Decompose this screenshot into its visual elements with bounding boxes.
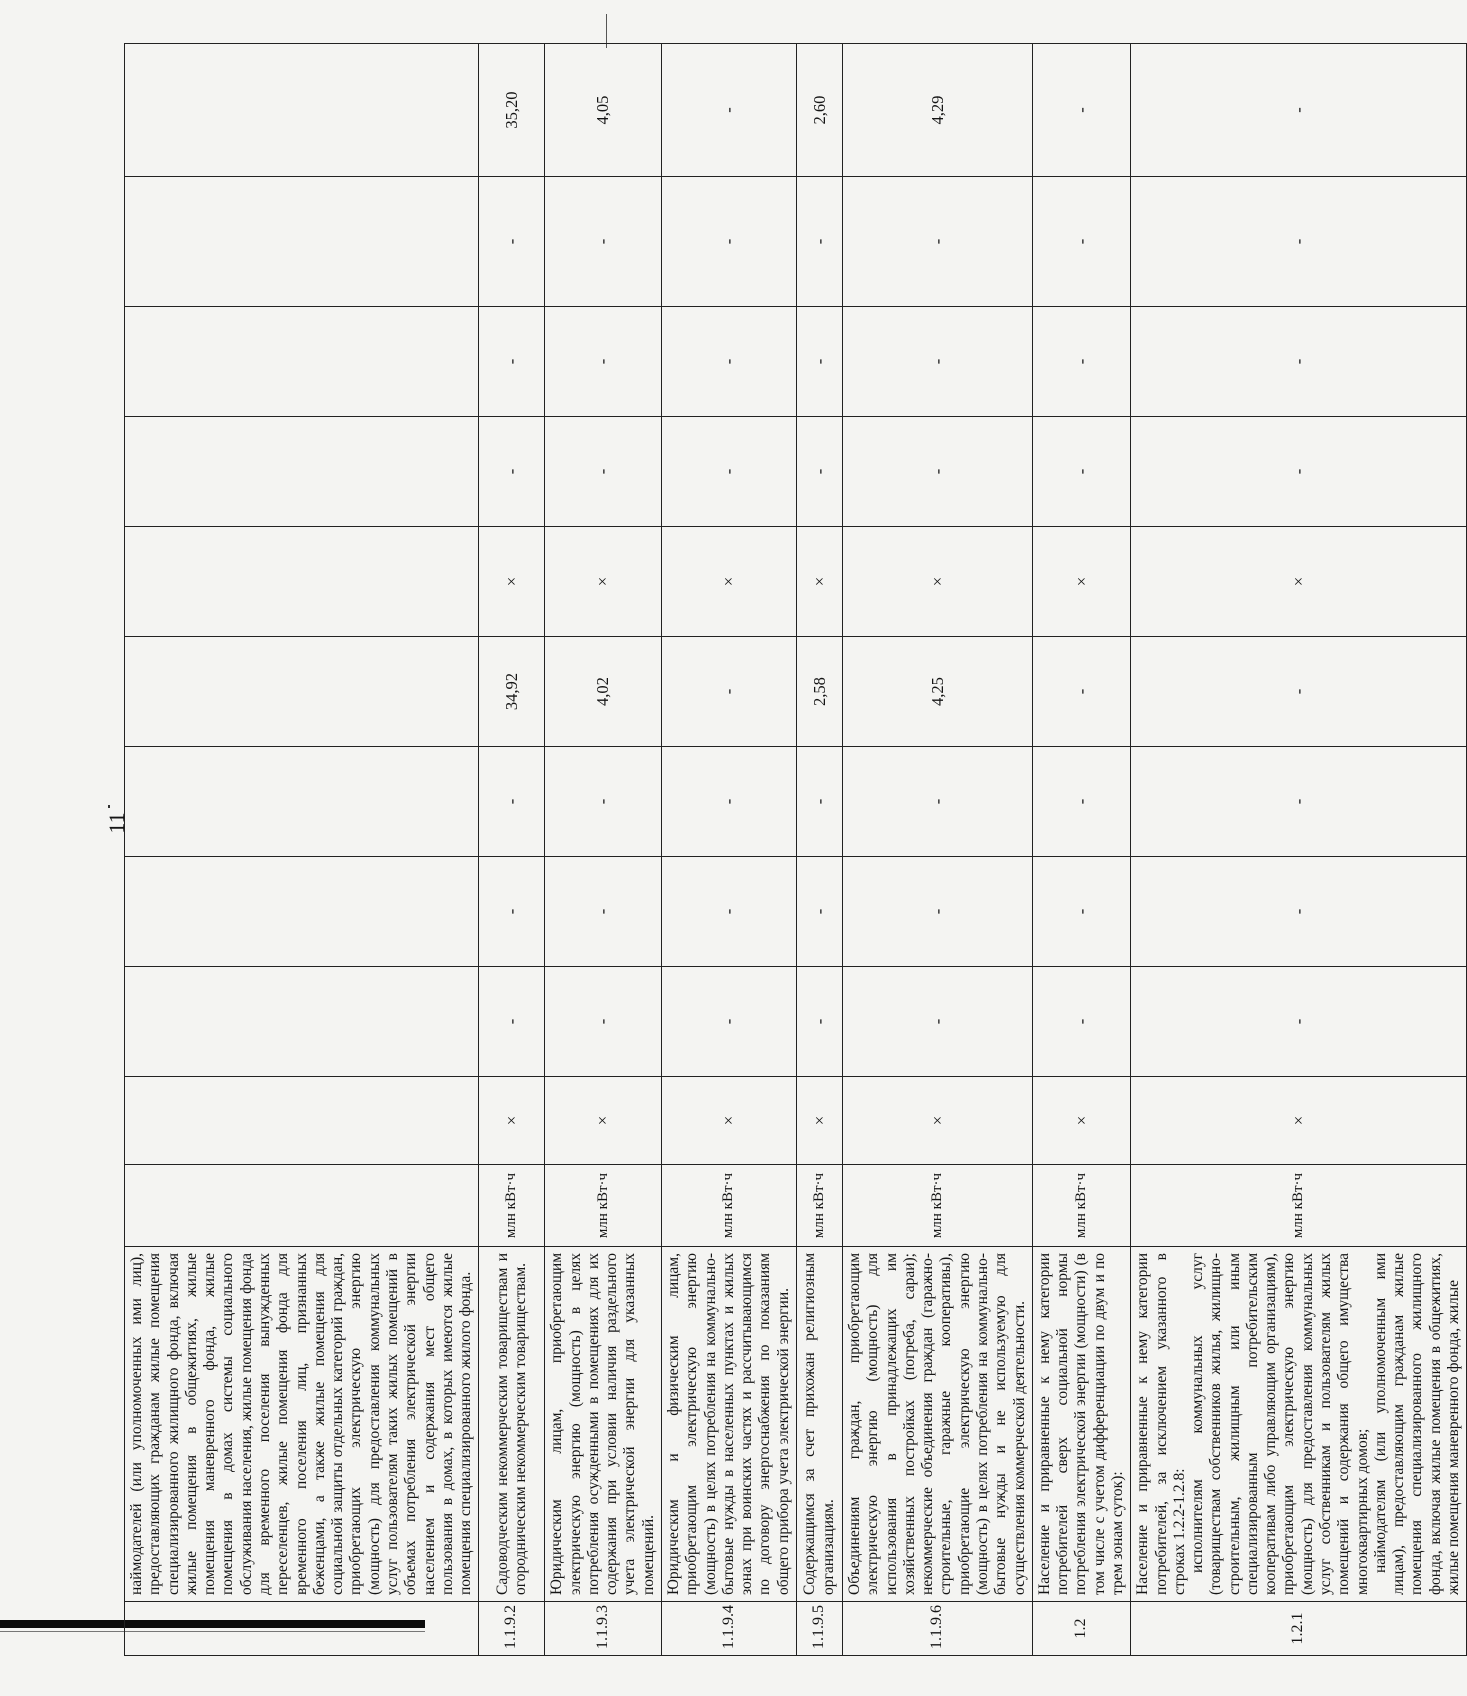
- row-code: 1.1.9.5: [797, 1602, 843, 1656]
- row-value: ×: [1032, 1077, 1130, 1165]
- row-value: -: [662, 417, 797, 527]
- row-unit: [125, 1165, 479, 1247]
- row-value: -: [797, 857, 843, 967]
- row-value: ×: [662, 1077, 797, 1165]
- row-value: -: [479, 177, 545, 307]
- row-value: -: [479, 417, 545, 527]
- row-value: 4,25: [843, 637, 1033, 747]
- row-description: [1131, 1247, 1467, 1602]
- row-value: -: [479, 307, 545, 417]
- row-value: -: [545, 417, 662, 527]
- row-description: [125, 1247, 479, 1602]
- row-description-paragraph: Юридическим и физическим лицам, приобретающим электрическую энергию (мощность) в целях потребления на коммунально-бытовые нужды в населенных пунктах и жилых зонах при воинских частях и рассчитывающимся по договору энергоснабжения по показаниям общего прибора учета электрической энергии.: [665, 1253, 792, 1595]
- row-value: 35,20: [479, 44, 545, 177]
- row-value: -: [662, 857, 797, 967]
- row-value: ×: [545, 1077, 662, 1165]
- row-value: [125, 857, 479, 967]
- row-value: -: [479, 967, 545, 1077]
- row-value: -: [1032, 307, 1130, 417]
- row-description-paragraph: Юридическим лицам, приобретающим электрическую энергию (мощность) в целях потребления осужденными в помещениях для их содержания при условии наличия раздельного учета электрической энергии для указанных помещений.: [548, 1253, 657, 1595]
- row-value: 4,29: [843, 44, 1033, 177]
- row-value: [125, 527, 479, 637]
- row-unit: млн кВт·ч: [1032, 1165, 1130, 1247]
- row-value: -: [797, 417, 843, 527]
- row-value: [125, 967, 479, 1077]
- row-code: 1.2: [1032, 1602, 1130, 1656]
- row-value: -: [662, 177, 797, 307]
- row-value: ×: [1032, 527, 1130, 637]
- table-body: [125, 44, 1467, 1656]
- row-code: [125, 1602, 479, 1656]
- table-row: [1131, 44, 1467, 1656]
- row-value: ×: [1131, 527, 1467, 637]
- row-value: -: [479, 857, 545, 967]
- table-row: [662, 44, 797, 1656]
- row-description-paragraph: Население и приравненные к нему категории потребителей, за исключением указанного в строках 1.2.2-1.2.8:: [1134, 1253, 1188, 1595]
- row-value: 4,05: [545, 44, 662, 177]
- row-description: [479, 1247, 545, 1602]
- table-row: [545, 44, 662, 1656]
- row-value: -: [662, 307, 797, 417]
- row-value: -: [843, 417, 1033, 527]
- row-description: [662, 1247, 797, 1602]
- row-unit: млн кВт·ч: [843, 1165, 1033, 1247]
- row-value: -: [797, 747, 843, 857]
- row-value: -: [662, 747, 797, 857]
- row-value: -: [843, 747, 1033, 857]
- row-value: ×: [797, 1077, 843, 1165]
- row-value: -: [1032, 417, 1130, 527]
- row-unit: млн кВт·ч: [1131, 1165, 1467, 1247]
- row-value: -: [545, 967, 662, 1077]
- tariff-table: [124, 43, 1467, 1656]
- row-value: -: [662, 44, 797, 177]
- row-unit: млн кВт·ч: [797, 1165, 843, 1247]
- row-value: [125, 177, 479, 307]
- row-value: -: [843, 177, 1033, 307]
- row-value: [125, 44, 479, 177]
- row-description: [843, 1247, 1033, 1602]
- row-value: -: [797, 307, 843, 417]
- row-description-paragraph: Объединениям граждан, приобретающим электрическую энергию (мощность) для использования в принадлежащих им хозяйственных постройках (погреба, сараи); некоммерческие объединения граждан (гаражно-строительные, гаражные кооперативы), приобретающие электрическую энергию (мощность) в целях потребления на коммунально-бытовые нужды и не используемую для осуществления коммерческой деятельности.: [846, 1253, 1028, 1595]
- table-row: [479, 44, 545, 1656]
- row-value: [125, 417, 479, 527]
- row-value: -: [797, 967, 843, 1077]
- row-value: [125, 307, 479, 417]
- row-value: ×: [1131, 1077, 1467, 1165]
- row-value: -: [479, 747, 545, 857]
- row-value: ×: [479, 1077, 545, 1165]
- row-value: -: [1131, 857, 1467, 967]
- row-description: [1032, 1247, 1130, 1602]
- row-value: -: [662, 637, 797, 747]
- row-value: -: [1131, 967, 1467, 1077]
- rotated-document: [124, 44, 1462, 1656]
- row-unit: млн кВт·ч: [662, 1165, 797, 1247]
- row-value: [125, 747, 479, 857]
- row-value: -: [1032, 44, 1130, 177]
- row-description-paragraph: Население и приравненные к нему категории потребителей сверх социальной нормы потребления электрической энергии (мощности) (в том числе с учетом дифференциации по двум и по трем зонам суток):: [1035, 1253, 1126, 1595]
- row-value: -: [1131, 417, 1467, 527]
- row-value: -: [1131, 307, 1467, 417]
- row-value: -: [545, 177, 662, 307]
- row-value: ×: [797, 527, 843, 637]
- row-value: 4,02: [545, 637, 662, 747]
- row-value: -: [662, 967, 797, 1077]
- row-description-paragraph: наймодателей (или уполномоченных ими лиц), предоставляющих гражданам жилые помещения специализированного жилищного фонда, включая жилые помещения в общежитиях, жилые помещения маневренного фонда, жилые помещения в домах системы социального обслуживания населения, жилые помещения фонда для временного поселения вынужденных переселенцев, жилые помещения фонда для временного поселения лиц, признанных беженцами, а также жилые помещения для социальной защиты отдельных категорий граждан, приобретающих электрическую энергию (мощность) для предоставления коммунальных услуг пользователям таких жилых помещений в объемах потребления электрической энергии населением и содержания мест общего пользования в домах, в которых имеются жилые помещения специализированного жилого фонда.: [128, 1253, 475, 1595]
- row-value: -: [1032, 967, 1130, 1077]
- row-value: -: [1131, 637, 1467, 747]
- row-value: 2,60: [797, 44, 843, 177]
- row-value: 2,58: [797, 637, 843, 747]
- row-value: ×: [843, 1077, 1033, 1165]
- table-row: [797, 44, 843, 1656]
- row-description: [545, 1247, 662, 1602]
- row-value: [125, 637, 479, 747]
- row-code: 1.1.9.2: [479, 1602, 545, 1656]
- row-unit: млн кВт·ч: [545, 1165, 662, 1247]
- row-value: [125, 1077, 479, 1165]
- row-value: -: [545, 857, 662, 967]
- row-value: -: [545, 747, 662, 857]
- row-value: 34,92: [479, 637, 545, 747]
- row-value: ×: [479, 527, 545, 637]
- row-value: ×: [662, 527, 797, 637]
- table-row: [125, 44, 479, 1656]
- row-description: [797, 1247, 843, 1602]
- row-description-paragraph: Содержащимся за счет прихожан религиозным организациям.: [801, 1253, 837, 1595]
- row-value: -: [1131, 177, 1467, 307]
- row-value: -: [545, 307, 662, 417]
- row-value: -: [1032, 177, 1130, 307]
- row-unit: млн кВт·ч: [479, 1165, 545, 1247]
- row-value: -: [1032, 747, 1130, 857]
- table-row: [843, 44, 1033, 1656]
- row-description-paragraph: исполнителям коммунальных услуг (товариществам собственников жилья, жилищно-строительным, жилищным или иным специализированным потребительским кооперативам либо управляющим организациям), приобретающим электрическую энергию (мощность) для предоставления коммунальных услуг собственникам и пользователям жилых помещений и содержания общего имущества многоквартирных домов;: [1189, 1253, 1371, 1595]
- row-value: -: [1131, 747, 1467, 857]
- page-number: 11: [104, 812, 129, 834]
- row-value: -: [843, 967, 1033, 1077]
- row-code: 1.2.1: [1131, 1602, 1467, 1656]
- row-value: ×: [545, 527, 662, 637]
- row-value: -: [843, 307, 1033, 417]
- row-value: -: [1131, 44, 1467, 177]
- row-description-paragraph: Садоводческим некоммерческим товариществам и огородническим некоммерческим товариществам.: [493, 1253, 529, 1595]
- row-description-paragraph: наймодателям (или уполномоченным ими лицам), предоставляющим гражданам жилые помещения специализированного жилищного фонда, включая жилые помещения в общежитиях, жилые помещения маневренного фонда, жилые: [1371, 1253, 1462, 1595]
- row-value: -: [1032, 637, 1130, 747]
- row-value: -: [843, 857, 1033, 967]
- table-row: [1032, 44, 1130, 1656]
- row-code: 1.1.9.4: [662, 1602, 797, 1656]
- row-value: ×: [843, 527, 1033, 637]
- row-code: 1.1.9.6: [843, 1602, 1033, 1656]
- row-value: -: [1032, 857, 1130, 967]
- row-code: 1.1.9.3: [545, 1602, 662, 1656]
- row-value: -: [797, 177, 843, 307]
